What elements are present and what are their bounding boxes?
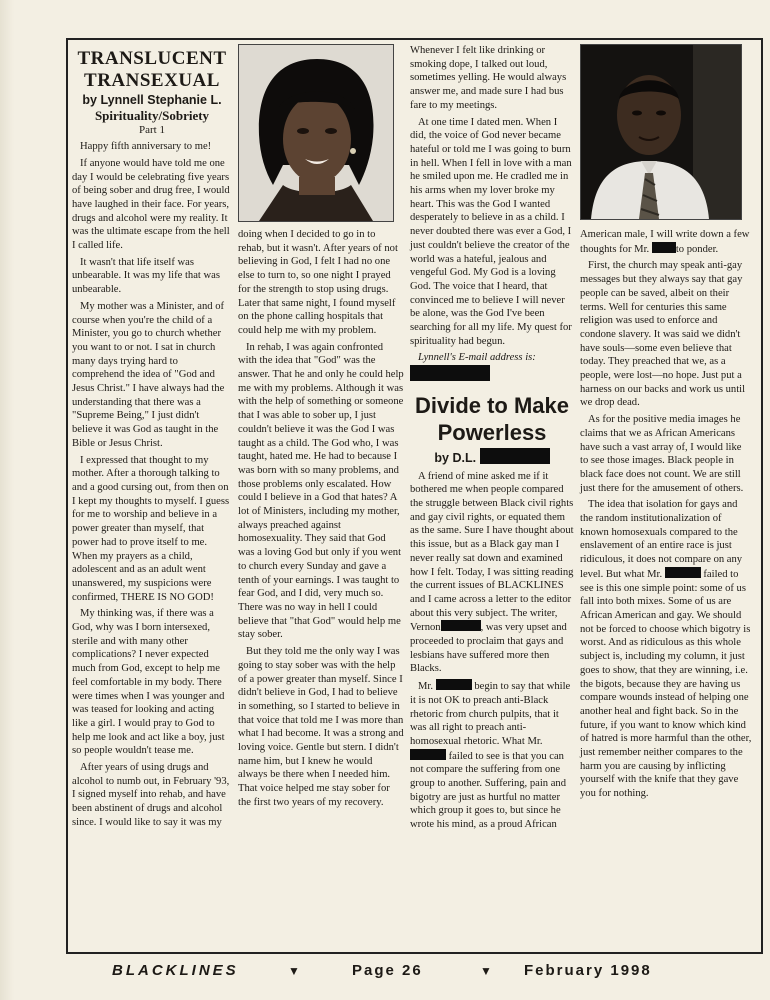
paragraph bbox=[580, 228, 752, 256]
redacted-name bbox=[410, 749, 446, 760]
paragraph: As for the positive media images he claims that we as African Americans have such a vast array of, I would like to see those images. Black people in black face does not count. We are still just there for the amusement of others. bbox=[580, 414, 744, 494]
article1-title-line1: TRANSLUCENT bbox=[77, 48, 227, 69]
paragraph: First, the church may speak anti-gay messages but they always say that gay people can be saved, albeit on their terms. Well for centuries this same religion was used to enforce and condone slavery. It was said we didn't have souls—some even believe that today. They preached that we, as a people, were lost—no hope. Just put a harness on our backs and work us until we drop dead. bbox=[580, 260, 746, 409]
footer-publication: BLACKLINES bbox=[112, 962, 239, 979]
column3 bbox=[410, 44, 574, 835]
article2-title-line1: Divide to Make bbox=[414, 392, 570, 418]
paragraph: Happy fifth anniversary to me! bbox=[80, 141, 212, 153]
article1-subtitle: Spirituality/Sobriety bbox=[94, 107, 210, 123]
paragraph: My mother was a Minister, and of course when you're the child of a Minister, you go to church whether you want to or not. I sat in church many days trying hard to comprehend the idea of "God and Jesus Christ." I have always had the understanding that there was a "Supreme Being," I just didn't believe it was God as taught in the Bible or Jesus Christ. bbox=[72, 300, 225, 449]
article1-byline: by Lynnell Stephanie L. bbox=[82, 93, 222, 107]
page-footer bbox=[112, 962, 732, 986]
paragraph-text: failed to see is that you can not compare the suffering from one group to another. Suffering, pain and bigotry are just as hurtful no matter which group it goes to, but since he wrote his mind, as a proud African bbox=[410, 750, 567, 831]
paragraph: It wasn't that life itself was unbearable. It was my life that was unbearable. bbox=[72, 256, 220, 296]
paragraph-text: American male, I will write down a few thoughts for Mr. bbox=[580, 229, 750, 255]
article2-byline bbox=[410, 448, 574, 466]
triangle-down-icon: ▼ bbox=[288, 964, 302, 978]
byline-text: by D.L. bbox=[434, 450, 477, 465]
redacted-email bbox=[410, 365, 490, 381]
paragraph-text: to ponder. bbox=[675, 243, 719, 255]
scan-edge bbox=[0, 0, 14, 1000]
article1-title-line2: TRANSEXUAL bbox=[84, 70, 220, 91]
redacted-name bbox=[665, 567, 701, 578]
article2-column4 bbox=[580, 228, 752, 804]
paragraph: My thinking was, if there was a God, why was I born intersexed, sterile and with many other complications? I never expected much from God, except to help me feel comfortable in my body. There were times when I was younger and was teased for looking and acting like a girl. I would pray to God to help me look and act like a boy, just so people wouldn't tease me. bbox=[72, 608, 225, 757]
paragraph-text: was very upset and proceeded to proclaim that gays and lesbians have suffered more then Blacks. bbox=[410, 622, 567, 675]
paragraph: In rehab, I was again confronted with the idea that "God" was the answer. That he and only he could help me with my problems. Although it was with the help of something or someone that I was able to sober up, I just couldn't believe it was the God I was taught as a child. The God who, I was taught, hated me. He had to because I was born with so many problems, and those problems only escalated. How could I believe in a God that hates? A lot of Ministers, including my mother, always preached against homosexuality. They said that God was a loving God but only if you went to church every Sunday and gave a tenth of your earnings. I was taught to fear God, and I did, very much so. There was no way in hell I could believe that "that God" would help me stay sober. bbox=[238, 341, 404, 641]
paragraph-text: begin to say that while it is not OK to preach anti-Black rhetoric from church pulpits, that it was all right to preach anti-homosexual rhetoric. What Mr. bbox=[410, 681, 571, 747]
footer-page-number: Page 26 bbox=[352, 962, 423, 979]
paragraph bbox=[410, 679, 574, 832]
article1-column2 bbox=[238, 228, 404, 813]
paragraph: A friend of mine asked me if it bothered me when people compared the struggle between Black civil rights and gay civil rights, or equated them as the same. Sure I have thought about this issue, but as a Black gay man I never really sat down and examined how I felt. Today, I was sitting reading the current issues of BLACKLINES and I came across a letter to the editor about this very subject. The writer, Vernon , was very upset and proceeded to proclaim that gays and lesbians have suffered more then Blacks. bbox=[410, 470, 574, 675]
article1-title bbox=[72, 48, 232, 92]
paragraph: doing when I decided to go in to rehab, but it wasn't. After years of not believing in God, I felt I had no one else to turn to, so one night I prayed for the strength to stop using drugs. Later that same night, I found myself on the phone calling hospitals that could help me with my problem. bbox=[238, 229, 398, 336]
redacted-name bbox=[441, 620, 481, 631]
paragraph-text: A friend of mine asked me if it bothered me when people compared the struggle between Black civil rights and gay civil rights, or equated them as the same. Sure I have thought about this issue, but as a Black gay man I never really sat down and examined how I felt. Today, I was sitting reading the current issues of BLACKLINES and I came across a letter to the editor about this very subject. The writer, Vernon bbox=[410, 470, 574, 634]
article2-title bbox=[410, 392, 574, 446]
paragraph: If anyone would have told me one day I would be celebrating five years of being sober and drug free, I would have laughed in their face. For years, drugs and alcohol were my reality. It was the ultimate escape from the hell I called life. bbox=[72, 157, 230, 252]
paragraph-text: The idea that isolation for gays and the random institutionalization of known homosexuals compared to the enslavement of an entire race is just ridiculous, it does not compare on any level. But what Mr. bbox=[580, 499, 743, 580]
paragraph bbox=[580, 498, 752, 800]
article1-column1 bbox=[72, 48, 232, 833]
paragraph: At one time I dated men. When I did, the voice of God never became hateful or told me I was going to burn in hell. When I fell in love with a man he smiled upon me. He cradled me in his arms when my lover broke my heart. This was the God I wanted desperately to believe in as a child. I never doubted there was ever a God, I just couldn't believe the creator of the world was a hateful, jealous and vengeful God. My God is a loving God. The voice that I heard, that convinced me to believe I will never be alone, was the God I've been searching for all my life. My quest for spirituality had begun. bbox=[410, 116, 572, 347]
redacted-name bbox=[480, 448, 550, 464]
article1-email-label bbox=[410, 351, 574, 383]
paragraph-text: failed to see is this one simple point: some of us fall into both mixes. Some of us are African American and gay. We should not be forced to choose which bigotry is worst. And as ridiculous as this whole subject is, including my column, it just goes to show, that they are winning, i.e. the bigots, because they are having us compare wounds instead of helping one another heal and fight back. So in the future, if you want to know which kind of hatred is more harmful than the other, just remember neither compares to the harm you are causing by inflicting yourself with the knife that they gave you for nothing. bbox=[580, 568, 752, 800]
paragraph: I expressed that thought to my mother. After a thorough talking to and a good cursing out, from then on I kept my thoughts to myself. I guess for me to worship and believe in a power greater than myself, that power had to prove itself to me. When my prayers as a child, adolescent and as an adult went unanswered, my suspicions were confirmed, THERE IS NO GOD! bbox=[72, 454, 230, 603]
article1-part: Part 1 bbox=[139, 124, 165, 137]
paragraph: Whenever I felt like drinking or smoking dope, I talked out loud, sometimes yelling. He would always answer me, and made sure I had bus fare to my meetings. bbox=[410, 45, 567, 111]
redacted-name bbox=[652, 242, 676, 253]
triangle-down-icon: ▼ bbox=[480, 964, 494, 978]
paragraph: But they told me the only way I was going to stay sober was with the help of a power greater than myself. Since I didn't believe in God, I had to believe in something, so I started to believe in that voice that told me I was more than what I had become. It was a strong and loving voice. Gentle but stern. I didn't name him, but I knew he would always be there when I needed him. That voice helped me stay sober for the first two years of my recovery. bbox=[238, 646, 404, 808]
author-photo-dl bbox=[580, 44, 742, 220]
redacted-name bbox=[436, 679, 472, 690]
portrait-man-image bbox=[581, 45, 741, 219]
footer-date: February 1998 bbox=[524, 962, 652, 979]
paragraph-text: Mr. bbox=[418, 681, 434, 693]
email-label: Lynnell's E-mail address is: bbox=[418, 352, 536, 364]
portrait-woman-image bbox=[239, 45, 393, 221]
author-photo-lynnell bbox=[238, 44, 394, 222]
article2-title-line2: Powerless bbox=[437, 419, 547, 445]
paragraph: After years of using drugs and alcohol to numb out, in February '93, I signed myself into rehab, and have been abstinent of drugs and alcohol since. I would like to say it was my bbox=[72, 762, 230, 828]
